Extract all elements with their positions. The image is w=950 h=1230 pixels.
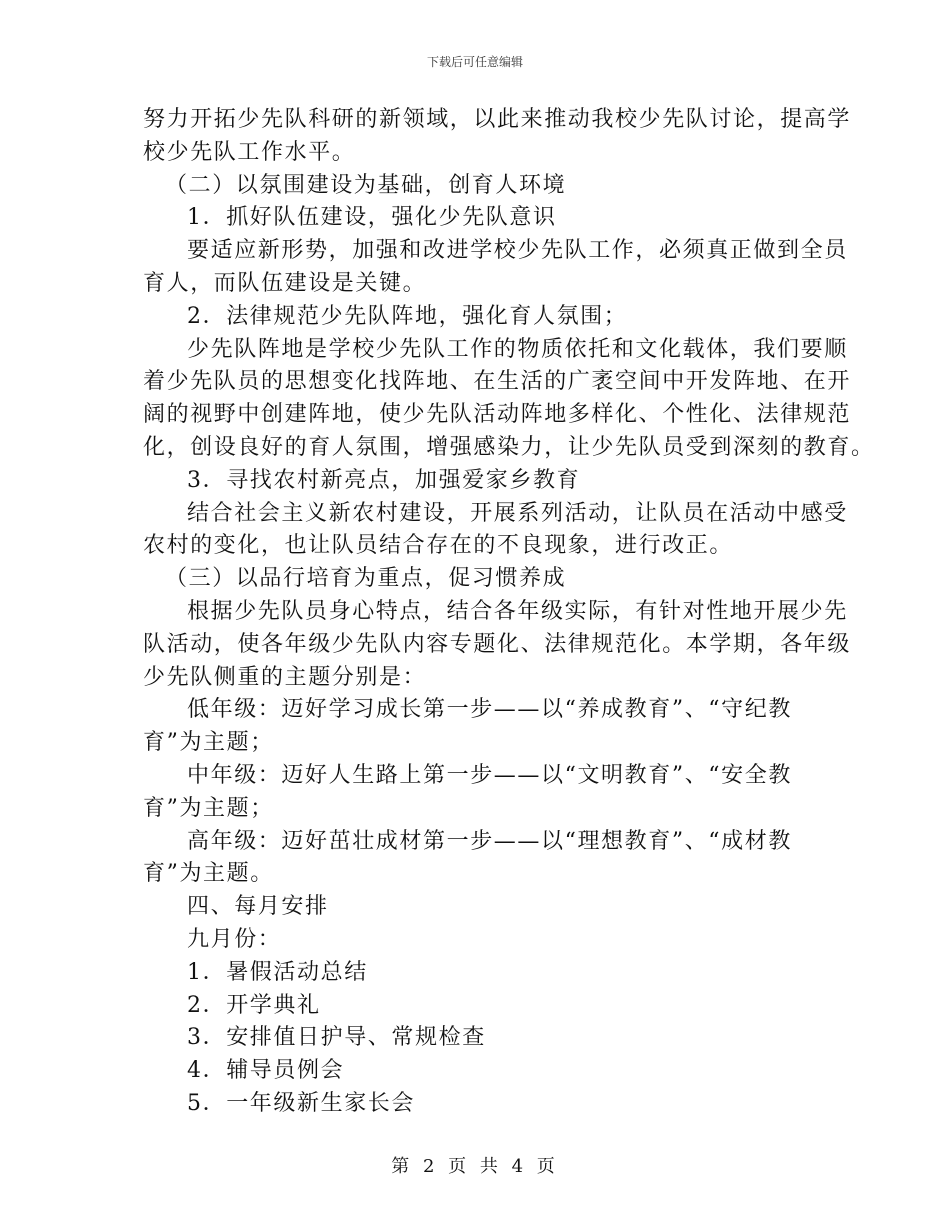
paragraph-line: 要适应新形势，加强和改进学校少先队工作，必须真正做到全员 bbox=[187, 238, 848, 264]
paragraph-line: 育”为主题。 bbox=[143, 861, 274, 887]
list-item: 5．一年级新生家长会 bbox=[187, 1090, 415, 1116]
paragraph-line: 中年级：迈好人生路上第一步——以“文明教育”、“安全教 bbox=[187, 762, 792, 788]
page-header: 下载后可任意编辑 bbox=[426, 55, 523, 69]
paragraph-line: 育人，而队伍建设是关键。 bbox=[143, 270, 427, 296]
list-item: 1．暑假活动总结 bbox=[187, 959, 368, 985]
paragraph-line: 根据少先队员身心特点，结合各年级实际，有针对性地开展少先 bbox=[187, 598, 848, 624]
paragraph-line: 高年级：迈好茁壮成材第一步——以“理想教育”、“成材教 bbox=[187, 828, 792, 854]
paragraph-line: 队活动，使各年级少先队内容专题化、法律规范化。本学期，各年级 bbox=[143, 631, 852, 657]
paragraph-line: 育”为主题； bbox=[143, 730, 274, 756]
section-heading: 四、每月安排 bbox=[187, 894, 329, 920]
paragraph-line: 化，创设良好的育人氛围，增强感染力，让少先队员受到深刻的教育。 bbox=[143, 434, 875, 460]
paragraph-line: 农村的变化，也让队员结合存在的不良现象，进行改正。 bbox=[143, 533, 734, 559]
page-number: 第 2 页 共 4 页 bbox=[391, 1156, 559, 1177]
subsection-heading: 2．法律规范少先队阵地，强化育人氛围； bbox=[187, 303, 628, 329]
paragraph-line: 阔的视野中创建阵地，使少先队活动阵地多样化、个性化、法律规范 bbox=[143, 402, 852, 428]
list-item: 2．开学典礼 bbox=[187, 992, 321, 1018]
list-item: 4．辅导员例会 bbox=[187, 1058, 345, 1084]
subsection-heading: 3．寻找农村新亮点，加强爱家乡教育 bbox=[187, 467, 581, 493]
paragraph-line: 少先队阵地是学校少先队工作的物质依托和文化载体，我们要顺 bbox=[187, 336, 848, 362]
subsection-heading: 1．抓好队伍建设，强化少先队意识 bbox=[187, 205, 557, 231]
paragraph-line: 低年级：迈好学习成长第一步——以“养成教育”、“守纪教 bbox=[187, 697, 792, 723]
section-heading: （三）以品行培育为重点，促习惯养成 bbox=[165, 566, 567, 592]
paragraph-line: 着少先队员的思想变化找阵地、在生活的广袤空间中开发阵地、在开 bbox=[143, 369, 852, 395]
list-item: 3．安排值日护导、常规检查 bbox=[187, 1025, 486, 1051]
paragraph-line: 校少先队工作水平。 bbox=[143, 139, 356, 165]
paragraph-line: 结合社会主义新农村建设，开展系列活动，让队员在活动中感受 bbox=[187, 500, 848, 526]
paragraph-line: 努力开拓少先队科研的新领域，以此来推动我校少先队讨论，提高学 bbox=[143, 107, 852, 132]
paragraph-line: 少先队侧重的主题分别是： bbox=[143, 664, 427, 690]
subsection-heading: 九月份： bbox=[187, 926, 282, 952]
document-body bbox=[143, 104, 875, 1121]
paragraph-line: 育”为主题； bbox=[143, 795, 274, 821]
section-heading: （二）以氛围建设为基础，创育人环境 bbox=[165, 172, 567, 198]
